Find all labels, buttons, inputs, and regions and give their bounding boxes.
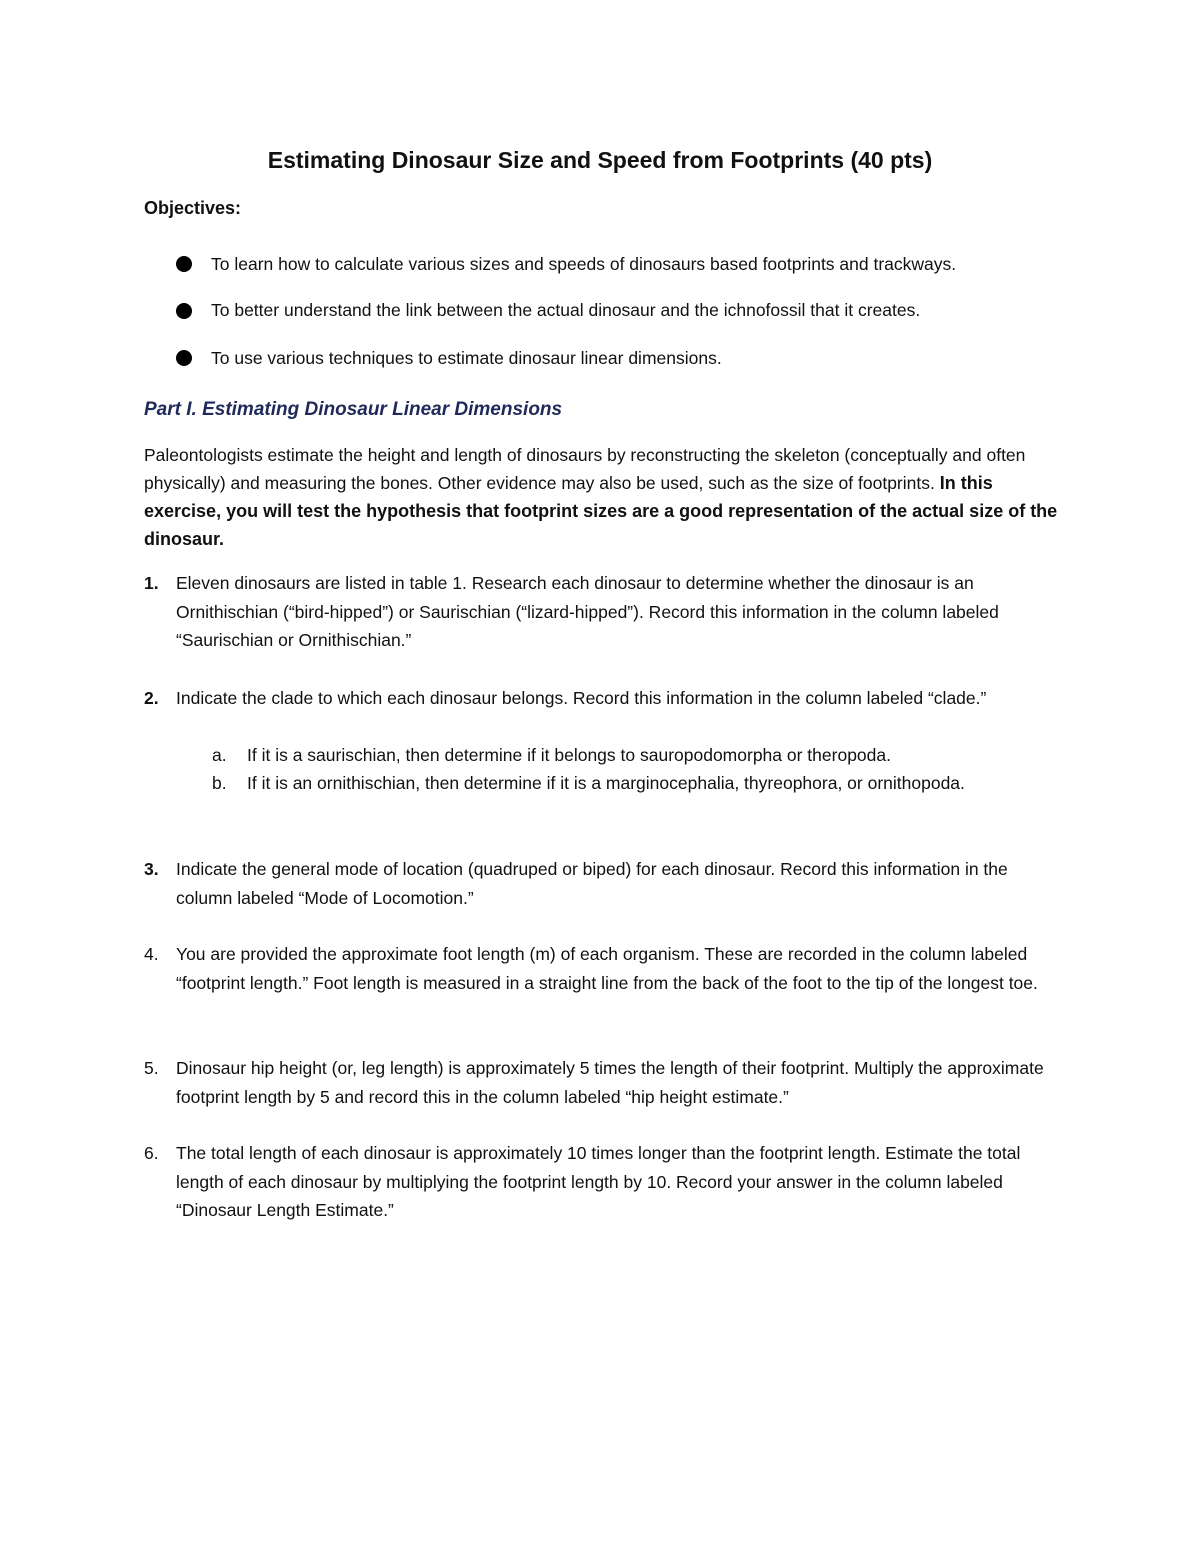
step-item — [144, 1139, 1064, 1225]
intro-paragraph — [144, 441, 1064, 553]
bullet-icon — [176, 256, 192, 272]
step-text: Indicate the general mode of location (quadruped or biped) for each dinosaur. Record this information in the column labeled “Mode of Locomotion.” — [176, 859, 1008, 908]
hypothesis-statement: In this exercise, you will test the hypothesis that footprint sizes are a good representation of the actual size of the dinosaur. — [144, 473, 1058, 549]
step-number: 2. — [144, 688, 159, 708]
step-number: 6. — [144, 1143, 159, 1163]
sub-item-text: If it is a saurischian, then determine if it belongs to sauropodomorpha or theropoda. — [247, 745, 891, 765]
page-title: Estimating Dinosaur Size and Speed from Footprints (40 pts) — [267, 147, 933, 173]
step-number: 3. — [144, 859, 159, 879]
sub-item-letter: a. — [212, 745, 227, 765]
step-number: 1. — [144, 573, 159, 593]
sub-item — [212, 769, 1012, 798]
objectives-heading: Objectives: — [144, 198, 242, 218]
intro-text: Paleontologists estimate the height and length of dinosaurs by reconstructing the skeleton (conceptually and often physically) and measuring the bones. Other evidence may also be used, such as the size of footprints. — [144, 445, 1026, 493]
step-text: Dinosaur hip height (or, leg length) is approximately 5 times the length of their footprint. Multiply the approximate footprint length by 5 and record this in the column labeled “hip height estimate.” — [176, 1058, 1044, 1107]
step-item — [144, 855, 1064, 912]
step-text: Indicate the clade to which each dinosaur belongs. Record this information in the column labeled “clade.” — [176, 688, 987, 708]
step-text: The total length of each dinosaur is approximately 10 times longer than the footprint length. Estimate the total length of each dinosaur by multiplying the footprint length by 10. Record your answer in the column labeled “Dinosaur Length Estimate.” — [176, 1143, 1021, 1220]
part-one-heading: Part I. Estimating Dinosaur Linear Dimensions — [144, 399, 563, 420]
step-number: 4. — [144, 944, 159, 964]
step-item — [144, 684, 1064, 713]
step-item — [144, 1054, 1064, 1111]
step-item — [144, 940, 1064, 997]
objective-item: To learn how to calculate various sizes and speeds of dinosaurs based footprints and trackways. — [211, 254, 957, 274]
bullet-icon — [176, 350, 192, 366]
objective-item: To use various techniques to estimate dinosaur linear dimensions. — [211, 348, 722, 368]
step-text: You are provided the approximate foot length (m) of each organism. These are recorded in the column labeled “footprint length.” Foot length is measured in a straight line from the back of the foot to the tip of the longest toe. — [176, 944, 1038, 993]
bullet-icon — [176, 303, 192, 319]
sub-item — [212, 741, 1012, 770]
step-item — [144, 569, 1064, 655]
step-text: Eleven dinosaurs are listed in table 1. Research each dinosaur to determine whether the dinosaur is an Ornithischian (“bird-hipped”) or Saurischian (“lizard-hipped”). Record this information in the column labeled “Saurischian or Ornithischian.” — [176, 573, 999, 650]
step-number: 5. — [144, 1058, 159, 1078]
objective-item: To better understand the link between the actual dinosaur and the ichnofossil that it creates. — [211, 300, 921, 320]
sub-item-text: If it is an ornithischian, then determine if it is a marginocephalia, thyreophora, or ornithopoda. — [247, 773, 965, 793]
sub-item-letter: b. — [212, 773, 227, 793]
